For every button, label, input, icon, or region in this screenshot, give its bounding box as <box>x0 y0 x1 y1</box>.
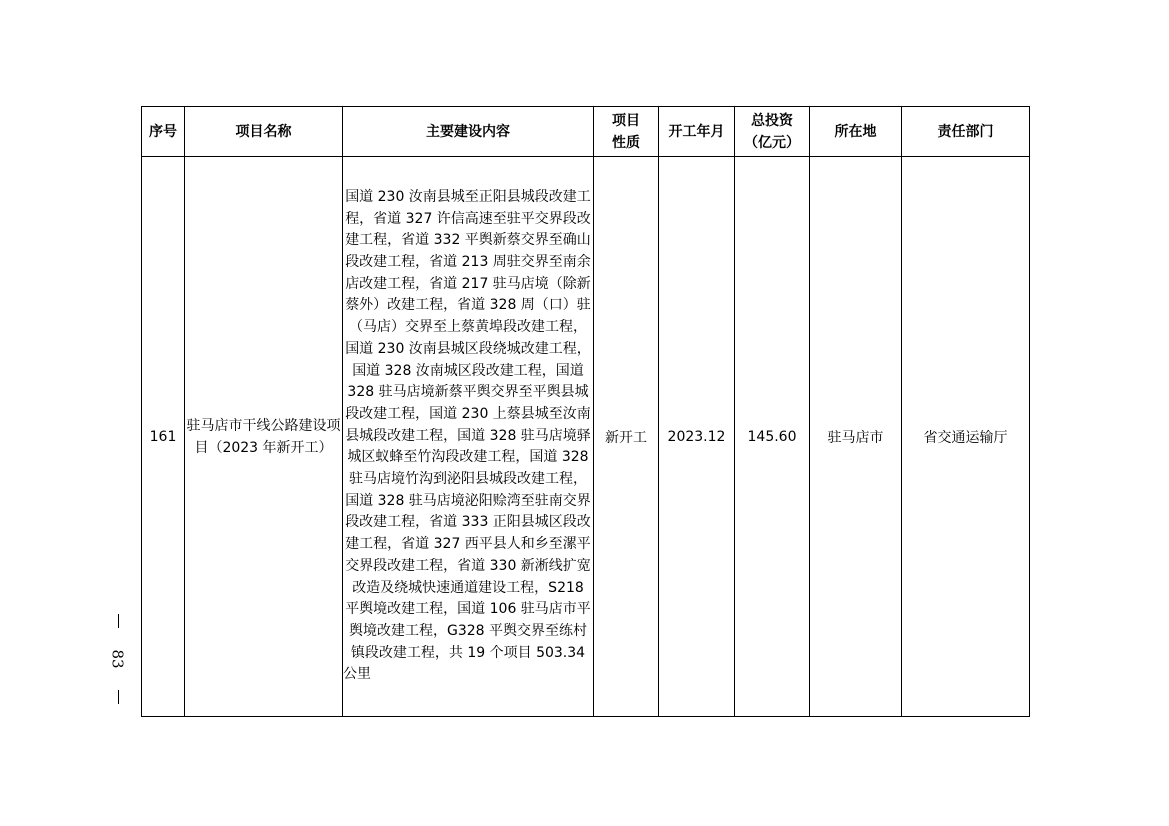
header-start: 开工年月 <box>659 107 735 157</box>
header-nature-line2: 性质 <box>612 134 640 151</box>
header-content: 主要建设内容 <box>343 107 594 157</box>
header-location: 所在地 <box>810 107 902 157</box>
cell-department: 省交通运输厅 <box>902 157 1030 717</box>
header-nature-line1: 项目 <box>612 112 640 129</box>
cell-start: 2023.12 <box>659 157 735 717</box>
project-table <box>141 106 1030 717</box>
page-number-text: 83 <box>109 649 127 669</box>
cell-index: 161 <box>142 157 185 717</box>
cell-location: 驻马店市 <box>810 157 902 717</box>
page-number-dash-bottom <box>118 690 119 704</box>
cell-content: 国道 230 汝南县城至正阳县城段改建工程，省道 327 许信高速至驻平交界段改建工程，省道 332 平舆新蔡交界至确山段改建工程，省道 213 周驻交界至南余店改建工程，省道 217 驻马店境（除新蔡外）改建工程，省道 328 周（口）驻（马店）交界至上蔡黄埠段改建工程，国道 230 汝南县城区段绕城改建工程，国道 328 汝南城区段改建工程，国道 328 驻马店境新蔡平舆交界至平舆县城段改建工程，国道 230 上蔡县城至汝南县城段改建工程，国道 328 驻马店境驿城区蚁蜂至竹沟段改建工程，国道 328 驻马店境竹沟到泌阳县城段改建工程，国道 328 驻马店境泌阳赊湾至驻南交界段改建工程，省道 333 正阳县城区段改建工程，省道 327 西平县人和乡至漯平交界段改建工程，省道 330 新淅线扩宽改造及绕城快速通道建设工程，S218 平舆境改建工程，国道 106 驻马店市平舆境改建工程，G328 平舆交界至练村镇段改建工程，共 19 个项目 503.34 公里 <box>343 157 594 717</box>
header-row <box>142 107 1030 157</box>
header-department: 责任部门 <box>902 107 1030 157</box>
cell-nature: 新开工 <box>594 157 659 717</box>
header-nature <box>594 107 659 157</box>
header-name: 项目名称 <box>185 107 343 157</box>
cell-name: 驻马店市干线公路建设项目（2023 年新开工） <box>185 157 343 717</box>
header-investment <box>735 107 810 157</box>
header-index: 序号 <box>142 107 185 157</box>
cell-investment: 145.60 <box>735 157 810 717</box>
header-investment-line1: 总投资 <box>751 112 793 129</box>
table-row <box>142 157 1030 717</box>
page-number-dash-top <box>118 614 119 628</box>
header-investment-line2: （亿元） <box>744 134 800 151</box>
page-number <box>106 614 130 704</box>
